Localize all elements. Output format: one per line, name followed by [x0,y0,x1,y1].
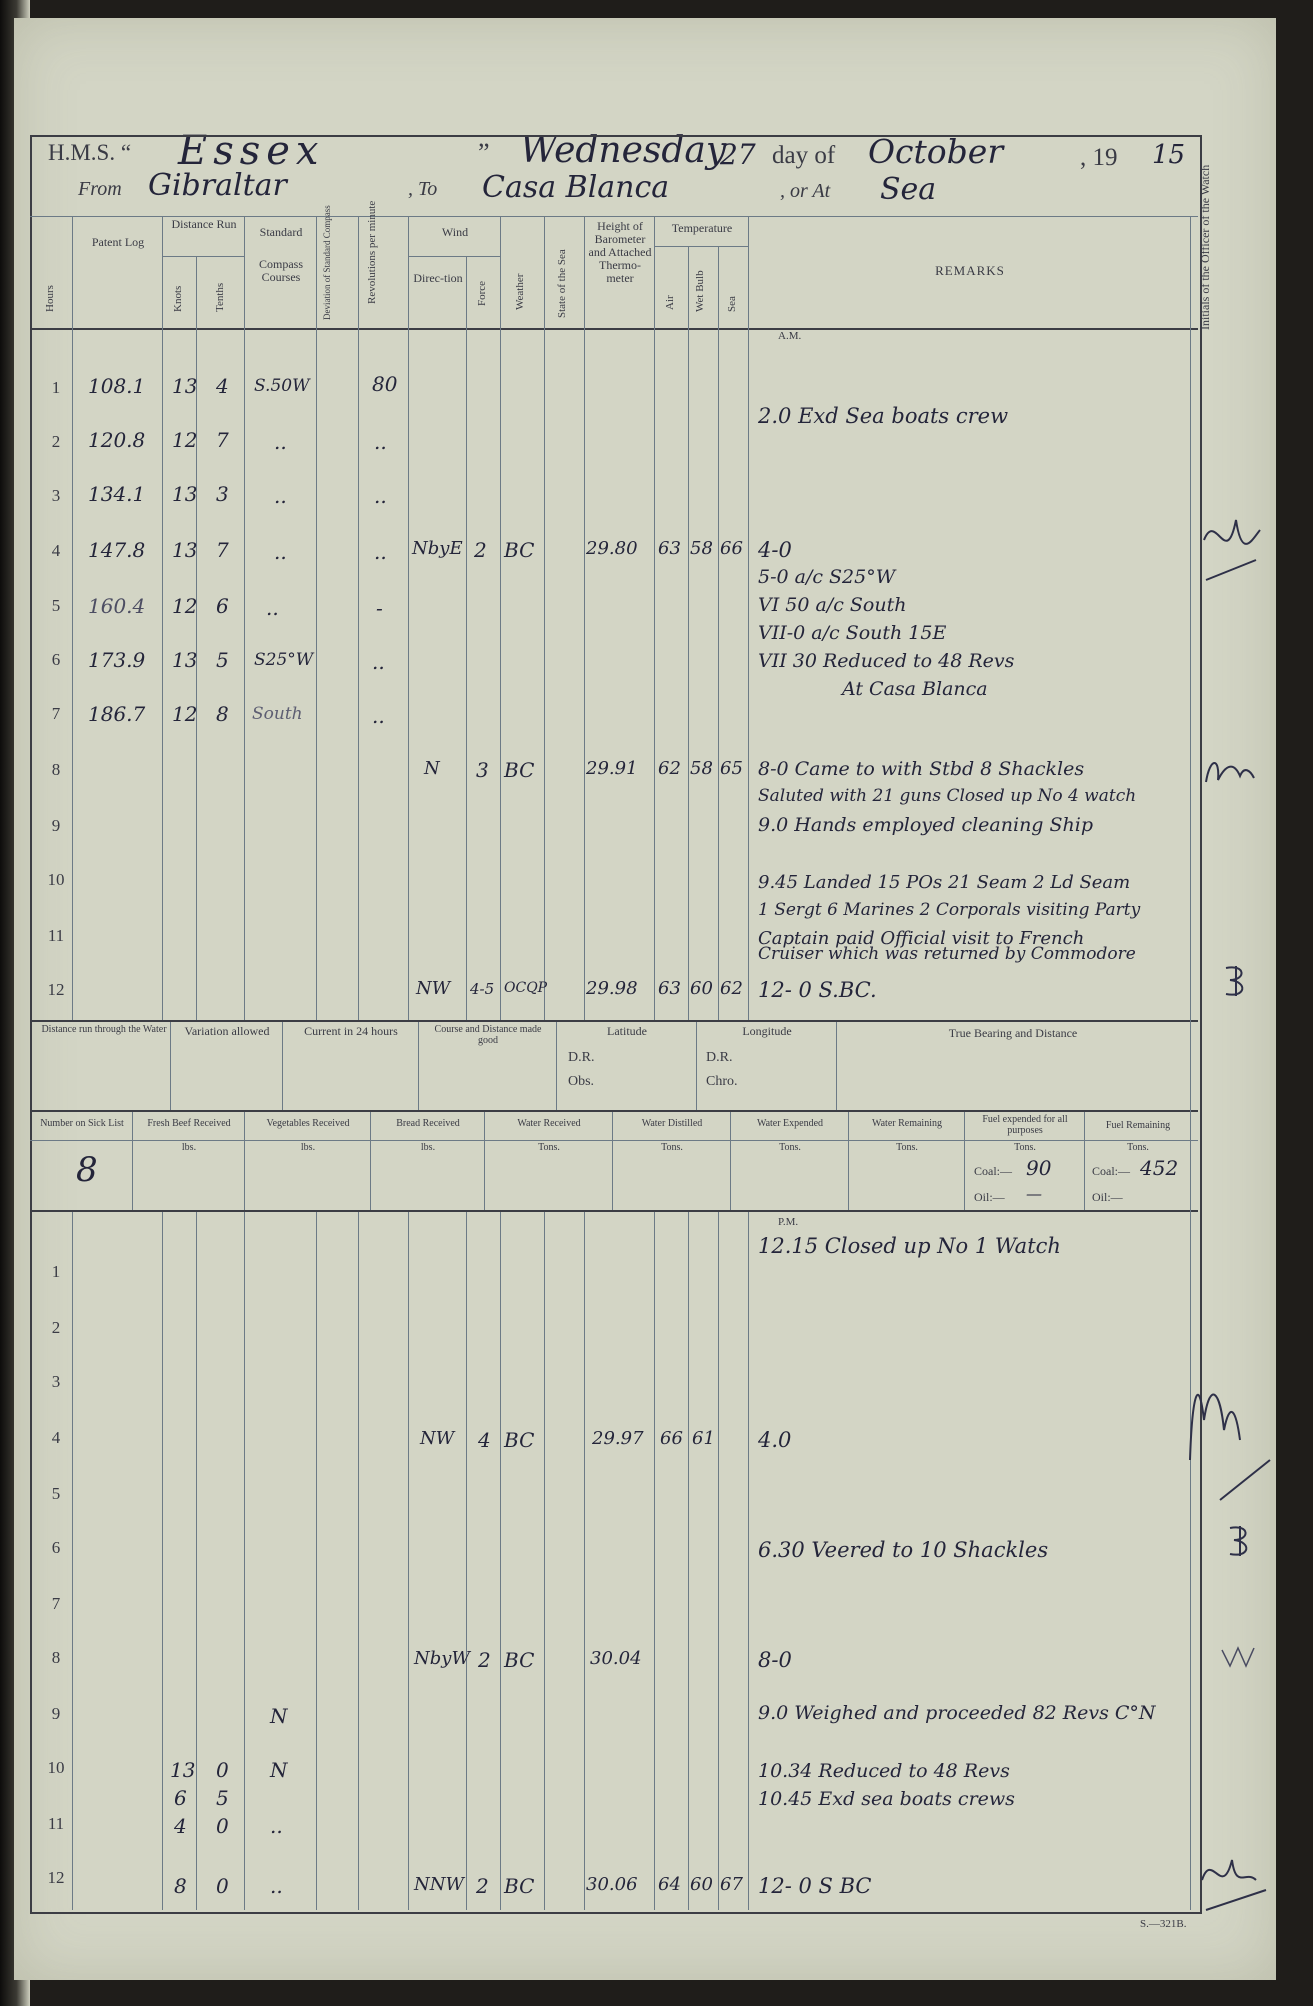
remark-line: 8-0 Came to with Stbd 8 Shackles [758,758,1085,780]
knots: 13 [172,482,198,506]
revolutions: .. [374,540,387,564]
at-label: , or At [780,180,831,202]
compass-course: S.50W [254,376,310,396]
compass-course: N [270,1758,288,1782]
remark-line: VI 50 a/c South [758,594,907,616]
col-standard: Standard [259,225,303,239]
col-knots: Knots [172,285,184,312]
hour-label: 5 [51,596,61,615]
longitude-label: Longitude [742,1024,792,1038]
remark-line: At Casa Blanca [842,678,988,700]
knots: 12 [172,594,198,618]
tenths: 0 [216,1814,229,1838]
knots: 4 [174,1814,187,1838]
obs-label: Obs. [568,1074,595,1089]
compass-course: .. [270,1874,283,1898]
weather: BC [504,1428,535,1452]
wet-bulb-temp: 58 [690,758,713,779]
wind-direction: NbyE [412,538,463,559]
coal-remaining: 452 [1140,1156,1179,1180]
tenths: 8 [216,702,229,726]
rule [30,328,1198,330]
col-direction: Direc-tion [413,271,463,285]
patent-log: 160.4 [88,594,146,618]
weekday: Wednesday [520,130,727,171]
bread-label: Bread Received [396,1118,460,1129]
barometer: 30.04 [590,1648,642,1669]
sea-temp: 62 [720,978,743,999]
unit-tons: Tons. [538,1142,560,1153]
signature-initials [1220,1520,1260,1560]
unit-lbs: lbs. [300,1142,316,1153]
remark-line: 10.34 Reduced to 48 Revs [758,1760,1010,1782]
coal-expended: 90 [1026,1156,1052,1180]
rule [30,1210,1198,1212]
remark-line: 4-0 [758,538,792,562]
weather: OCQP [504,980,548,996]
hour-label: 1 [51,378,61,397]
wet-bulb-temp: 61 [692,1428,715,1449]
day-of-label: day of [772,142,836,169]
ship-prefix: H.M.S. “ [48,140,132,165]
unit-tons: Tons. [1127,1142,1149,1153]
vegetables-label: Vegetables Received [266,1118,350,1129]
compass-course: N [270,1704,288,1728]
remark-line: 9.0 Hands employed cleaning Ship [758,814,1093,836]
wet-bulb-temp: 60 [690,978,713,999]
unit-tons: Tons. [779,1142,801,1153]
dr-longitude-label: D.R. [706,1050,733,1065]
oil-label: Oil:— [974,1190,1005,1204]
knots: 6 [174,1786,187,1810]
tenths: 3 [216,482,229,506]
hour-label: 9 [51,816,61,835]
signature-initials [1200,752,1260,792]
compass-course: .. [266,596,279,620]
pm-label: P.M. [778,1216,799,1228]
sea-temp: 65 [720,758,743,779]
col-force: Force [476,280,488,306]
coal-label: Coal:— [974,1164,1012,1178]
revolutions: .. [374,484,387,508]
water-distilled-label: Water Distilled [641,1118,703,1129]
form-number: S.—321B. [1140,1918,1187,1930]
wet-bulb-temp: 58 [690,538,713,559]
col-wet-bulb: Wet Bulb [694,270,706,312]
remark-line: 12.15 Closed up No 1 Watch [758,1234,1061,1258]
rule [30,1110,1198,1112]
patent-log: 173.9 [88,648,146,672]
knots: 13 [172,648,198,672]
water-received-label: Water Received [517,1118,581,1129]
signature-initials [1180,1360,1280,1510]
signature-initials [1218,1640,1258,1670]
chro-label: Chro. [706,1074,738,1089]
tenths: 0 [216,1874,229,1898]
hour-label: 8 [51,1648,61,1667]
barometer: 29.80 [586,538,638,559]
remark-line: VII-0 a/c South 15E [758,622,947,644]
unit-lbs: lbs. [420,1142,436,1153]
unit-tons: Tons. [1014,1142,1036,1153]
barometer: 30.06 [586,1874,638,1895]
col-state-of-sea: State of the Sea [556,249,568,318]
hour-label: 8 [51,760,61,779]
hour-label: 3 [51,486,61,505]
compass-course: .. [274,540,287,564]
col-patent-log: Patent Log [91,235,145,249]
air-temp: 62 [658,758,681,779]
wind-force: 2 [474,538,487,562]
ship-name: Essex [178,128,325,174]
compass-course: South [252,704,303,724]
sick-list-count: 8 [76,1150,98,1190]
hour-label: 10 [47,870,65,889]
patent-log: 108.1 [88,374,146,398]
sick-list-label: Number on Sick List [40,1118,124,1129]
revolutions: - [376,596,383,620]
course-made-good-label: Course and Distance made good [434,1024,542,1046]
col-revolutions: Revolutions per minute [366,200,378,304]
wind-direction: N [424,758,440,779]
tenths: 5 [216,648,229,672]
remark-line: 5-0 a/c S25°W [758,566,896,588]
hour-label: 5 [51,1484,61,1503]
wind-direction: NbyW [414,1648,470,1669]
col-deviation: Deviation of Standard Compass [322,205,332,320]
oil-remaining-label: Oil:— [1092,1190,1123,1204]
tenths: 6 [216,594,229,618]
knots: 13 [170,1758,196,1782]
remark-line: 2.0 Exd Sea boats crew [758,404,1009,428]
weather: BC [504,1874,535,1898]
fresh-beef-label: Fresh Beef Received [147,1118,231,1129]
wind-force: 2 [476,1874,489,1898]
remark-line: 1 Sergt 6 Marines 2 Corporals visiting Party [758,900,1141,920]
water-remaining-label: Water Remaining [871,1118,942,1129]
knots: 8 [174,1874,187,1898]
patent-log: 147.8 [88,538,146,562]
compass-course: S25°W [254,650,314,670]
rule [30,1020,1198,1022]
tenths: 5 [216,1786,229,1810]
to-label: , To [408,178,438,200]
col-tenths: Tenths [214,282,226,312]
barometer: 29.97 [592,1428,644,1449]
distance-run-label: Distance run through the Water [41,1024,167,1035]
air-temp: 63 [658,978,681,999]
close-quote: ” [478,138,490,167]
day: 27 [720,138,756,171]
tenths: 0 [216,1758,229,1782]
compass-course: .. [274,484,287,508]
oil-expended: — [1026,1184,1042,1203]
wind-direction: NNW [414,1874,465,1895]
compass-course: .. [270,1814,283,1838]
knots: 13 [172,538,198,562]
revolutions: .. [372,650,385,674]
hour-label: 6 [51,1538,61,1557]
unit-tons: Tons. [661,1142,683,1153]
remark-line: 8-0 [758,1648,792,1672]
revolutions: .. [374,430,387,454]
col-temperature: Temperature [671,221,733,235]
remark-line: 10.45 Exd sea boats crews [758,1788,1015,1810]
knots: 13 [172,374,198,398]
hour-label: 11 [47,926,65,945]
weather: BC [504,758,535,782]
remark-line: Cruiser which was returned by Commodore [758,944,1136,964]
patent-log: 186.7 [88,702,146,726]
year-prefix: , 19 [1080,144,1118,171]
col-hours: Hours [44,285,56,312]
at-location: Sea [880,172,937,207]
hour-label: 2 [51,1318,61,1337]
col-barometer: Height of Barometer and Attached Thermo-meter [588,219,652,285]
month: October [868,132,1004,171]
wind-force: 3 [476,758,489,782]
from-label: From [78,178,122,200]
to-port: Casa Blanca [482,170,670,205]
current-label: Current in 24 hours [304,1024,398,1038]
tenths: 7 [216,538,229,562]
air-temp: 64 [658,1874,681,1895]
am-label: A.M. [778,330,802,342]
hour-label: 12 [47,1868,65,1887]
col-sea-temp: Sea [726,296,738,312]
compass-course: .. [274,430,287,454]
remark-line: 12- 0 S.BC. [758,978,877,1002]
col-remarks: REMARKS [935,263,1005,278]
sea-temp: 67 [720,1874,743,1895]
hour-label: 12 [47,980,65,999]
knots: 12 [172,702,198,726]
hour-label: 6 [51,650,61,669]
dr-latitude-label: D.R. [568,1050,595,1065]
latitude-label: Latitude [607,1024,647,1038]
tenths: 7 [216,428,229,452]
remark-line: Captain paid Official visit to French [758,928,1085,949]
col-air: Air [664,295,676,310]
remark-line: Saluted with 21 guns Closed up No 4 watch [758,786,1137,806]
revolutions: 80 [372,372,398,396]
col-compass-courses: Compass Courses [258,257,303,284]
air-temp: 66 [660,1428,683,1449]
hour-label: 4 [51,1428,61,1447]
tenths: 4 [216,374,229,398]
wet-bulb-temp: 60 [690,1874,713,1895]
hour-label: 10 [47,1758,65,1777]
year: 15 [1152,140,1186,170]
hour-label: 7 [51,704,61,723]
wind-force: 4 [478,1428,491,1452]
weather: BC [504,538,535,562]
hour-label: 11 [47,1814,65,1833]
hour-label: 4 [51,541,61,560]
wind-force: 4-5 [470,980,495,998]
revolutions: .. [372,704,385,728]
col-weather: Weather [514,273,526,310]
wind-direction: NW [416,978,451,999]
weather: BC [504,1648,535,1672]
fuel-expended-label: Fuel expended for all purposes [982,1114,1068,1136]
col-distance-run: Distance Run [171,217,237,231]
remark-line: 9.0 Weighed and proceeded 82 Revs C°N [758,1702,1156,1724]
true-bearing-label: True Bearing and Distance [948,1026,1078,1040]
barometer: 29.91 [586,758,638,779]
unit-tons: Tons. [896,1142,918,1153]
coal-remaining-label: Coal:— [1092,1164,1130,1178]
hour-label: 7 [51,1594,61,1613]
unit-lbs: lbs. [181,1142,197,1153]
water-expended-label: Water Expended [756,1118,824,1129]
sea-temp: 66 [720,538,743,559]
remark-line: 4.0 [758,1428,792,1452]
wind-direction: NW [420,1428,455,1449]
rule [30,1140,1198,1141]
col-wind: Wind [441,225,469,239]
remark-line: 12- 0 S BC [758,1874,872,1898]
hour-label: 1 [51,1262,61,1281]
remark-line: 6.30 Veered to 10 Shackles [758,1538,1049,1562]
col-initials: Initials of the Officer of the Watch [1198,164,1212,330]
hour-label: 9 [51,1704,61,1723]
signature-initials [1196,500,1266,590]
knots: 12 [172,428,198,452]
hour-label: 2 [51,432,61,451]
remark-line: 9.45 Landed 15 POs 21 Seam 2 Ld Seam [758,872,1131,893]
patent-log: 120.8 [88,428,146,452]
wind-force: 2 [478,1648,491,1672]
air-temp: 63 [658,538,681,559]
from-port: Gibraltar [148,168,287,203]
fuel-remaining-label: Fuel Remaining [1105,1120,1171,1131]
hour-label: 3 [51,1372,61,1391]
variation-label: Variation allowed [184,1024,270,1038]
remark-line: VII 30 Reduced to 48 Revs [758,650,1015,672]
patent-log: 134.1 [88,482,146,506]
barometer: 29.98 [586,978,638,999]
signature-initials [1196,1840,1276,1920]
signature-initials [1216,960,1256,1000]
